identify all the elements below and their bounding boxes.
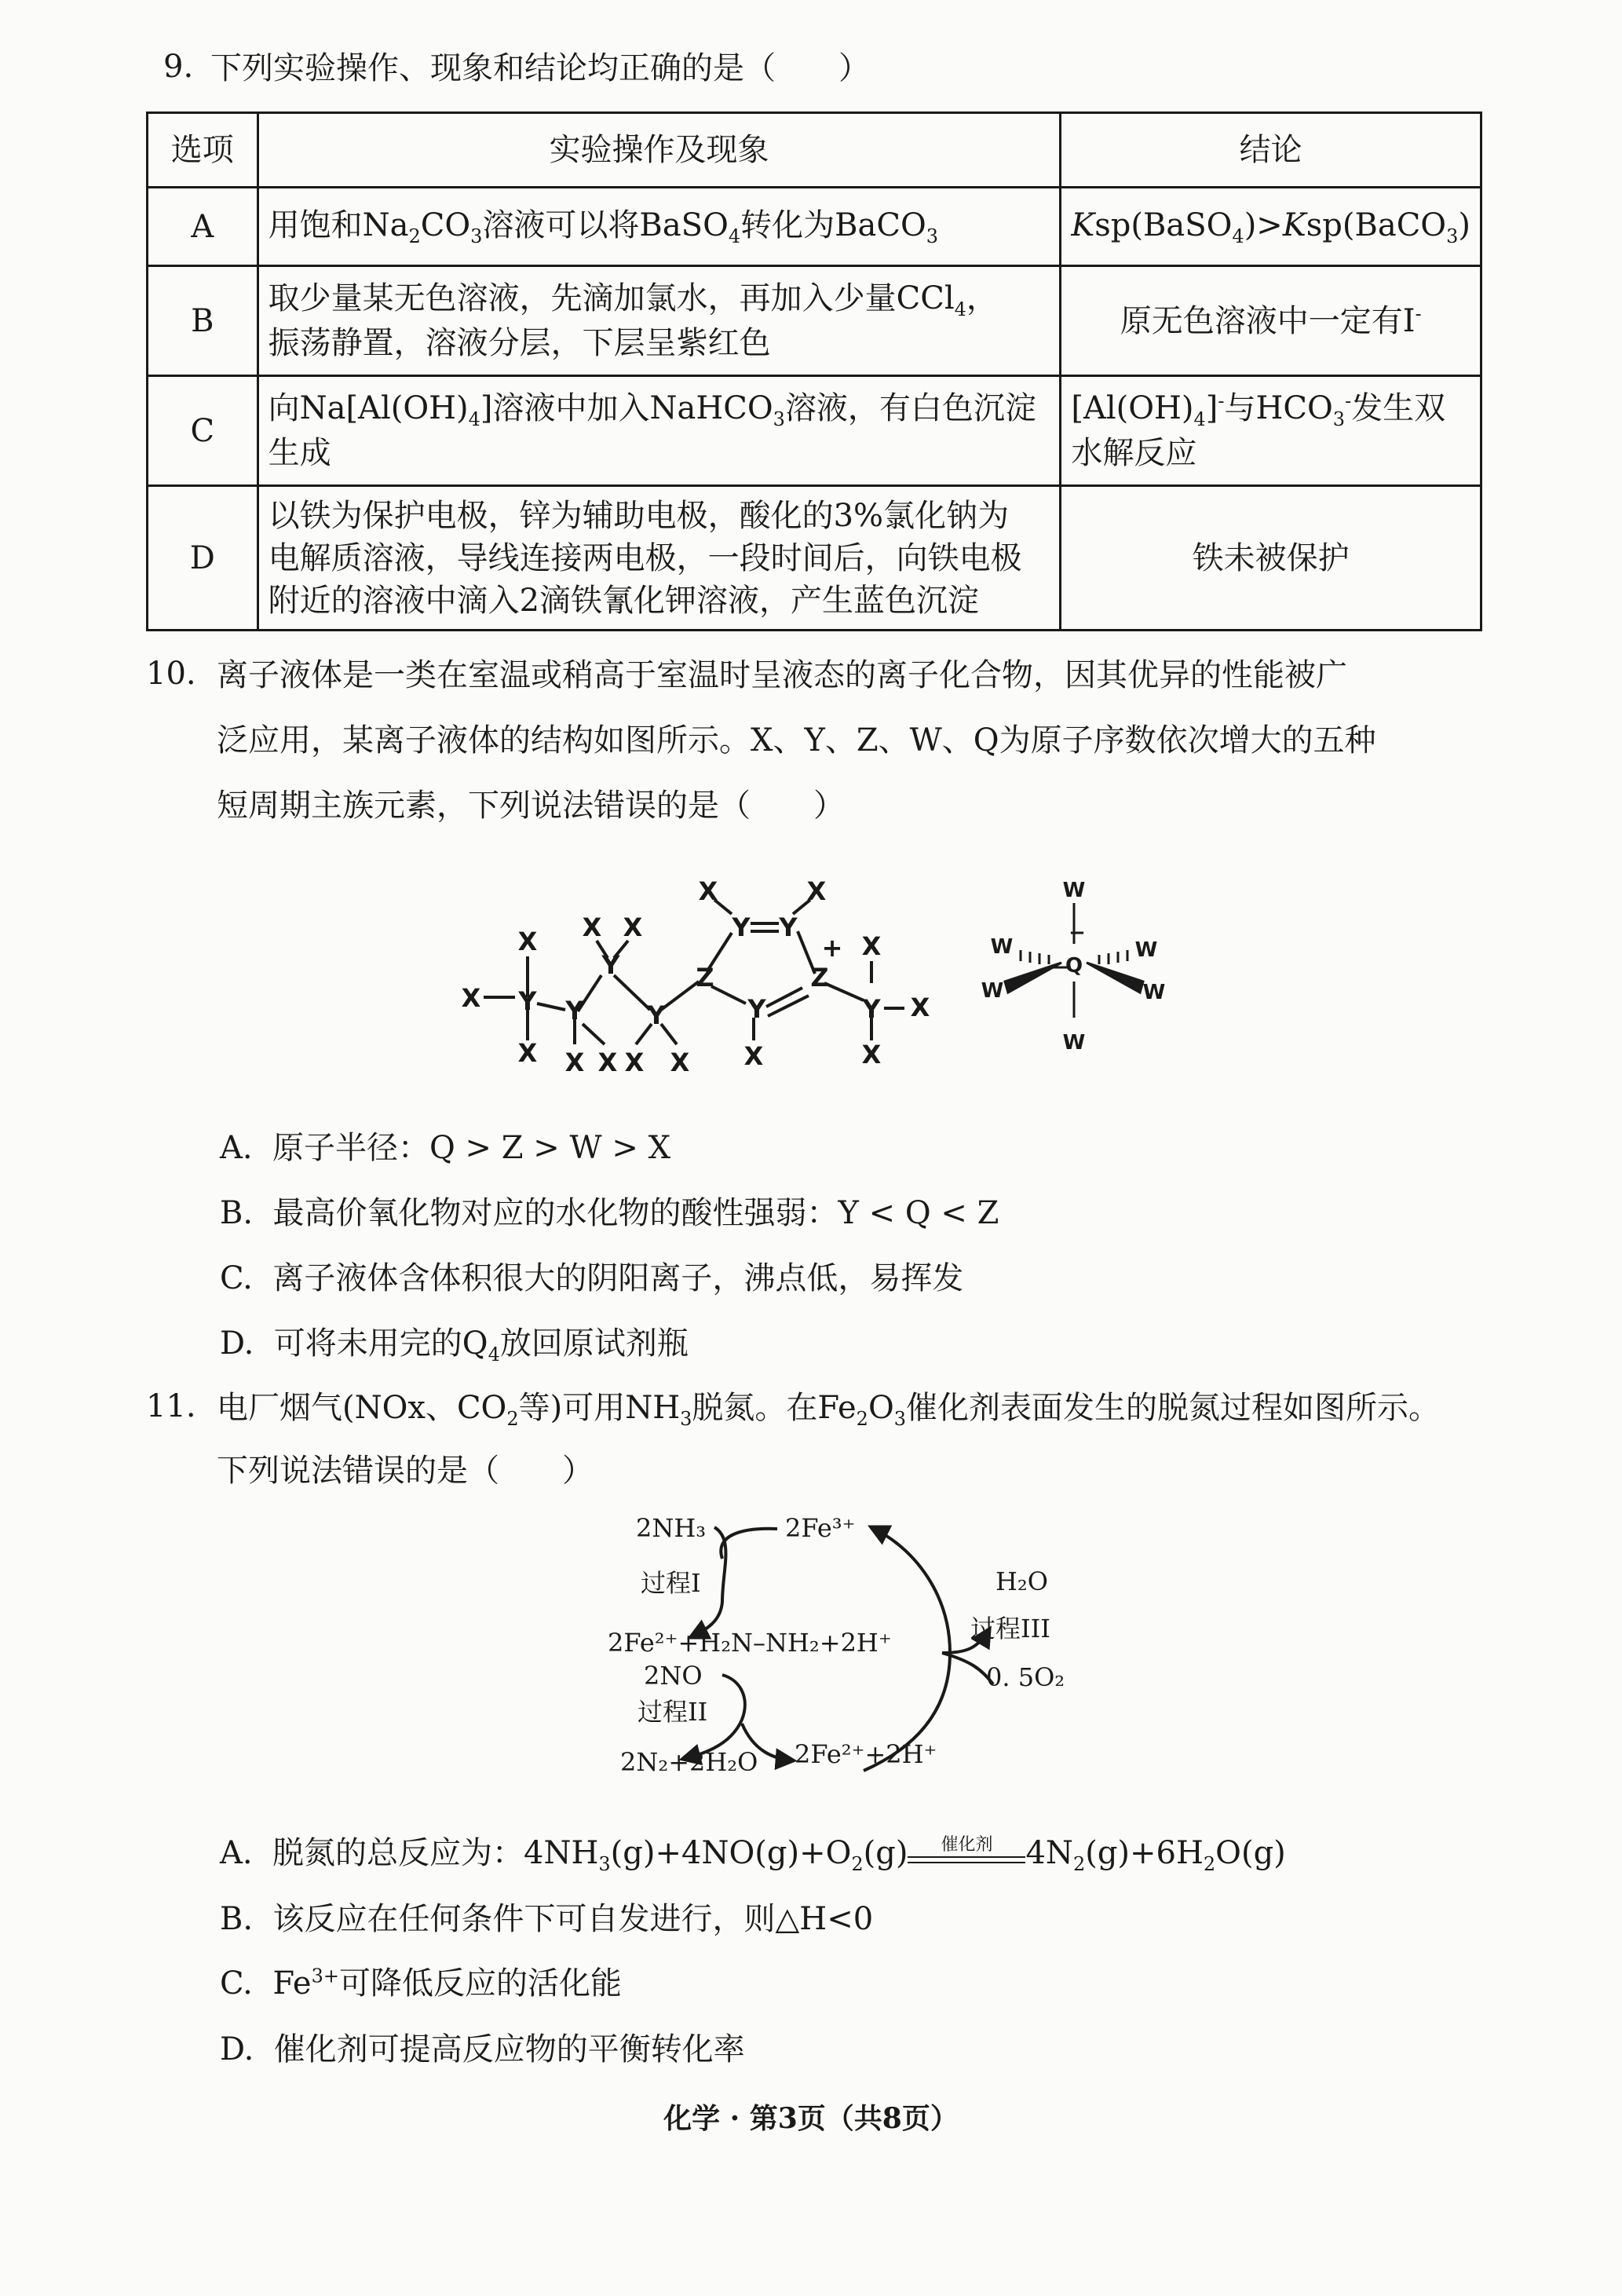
q9-row-a-option: A — [148, 188, 258, 266]
atom-x: X — [910, 993, 930, 1022]
atom-y: Y — [565, 996, 584, 1026]
cycle-process-1: 过程I — [641, 1568, 701, 1598]
atom-y: Y — [862, 994, 881, 1024]
q9-row-b-operation: 取少量某无色溶液，先滴加氯水，再加入少量CCl$_4$， 振荡静置，溶液分层，下层呈紫红色 — [258, 266, 1061, 376]
option-label: C. — [220, 1260, 253, 1296]
atom-x: X — [806, 876, 827, 906]
atom-y: Y — [518, 986, 537, 1016]
option-text: 该反应在任何条件下可自发进行，则△H<0 — [272, 1901, 874, 1937]
atom-z: Z — [810, 963, 829, 993]
anion-charge: − — [1069, 921, 1086, 945]
q10-option-c — [220, 1253, 963, 1298]
option-label: D. — [220, 2031, 254, 2067]
q9-stem: 下列实验操作、现象和结论均正确的是（ ） — [210, 50, 870, 86]
cycle-process-3: 过程III — [970, 1614, 1050, 1643]
q10-stem-line-3: 短周期主族元素，下列说法错误的是（ ） — [217, 788, 845, 824]
atom-q: Q — [1065, 954, 1083, 978]
atom-x: X — [670, 1047, 690, 1077]
q9-number: 9. — [163, 49, 194, 85]
atom-x: X — [861, 1040, 882, 1069]
atom-x: X — [624, 1047, 645, 1077]
table-row — [148, 188, 1481, 266]
atom-x: X — [743, 1041, 764, 1071]
q9-header-operation: 实验操作及现象 — [258, 113, 1061, 188]
atom-w: W — [990, 935, 1014, 959]
atom-y: Y — [647, 1000, 666, 1030]
option-text: 最高价氧化物对应的水化物的酸性强弱：Y < Q < Z — [272, 1195, 999, 1231]
q11-option-c — [220, 1958, 622, 2003]
cation-charge: + — [821, 933, 843, 963]
atom-x: X — [698, 876, 718, 906]
cycle-n2-water: 2N₂+2H₂O — [620, 1747, 758, 1777]
option-text: 催化剂可提高反应物的平衡转化率 — [273, 2031, 745, 2067]
page-footer: 化学 · 第3页（共8页） — [663, 2102, 959, 2135]
cycle-process-2: 过程II — [637, 1697, 708, 1727]
option-label: A. — [220, 1130, 253, 1166]
cycle-nh3: 2NH₃ — [636, 1513, 707, 1543]
option-text: $Fe^{3+}$可降低反应的活化能 — [272, 1965, 622, 2002]
q9-header-conclusion: 结论 — [1061, 113, 1481, 188]
q9-row-a-conclusion: Ksp(BaSO$_4$)>Ksp(BaCO$_3$) — [1061, 188, 1481, 266]
q9-row-c-conclusion: $[Al(OH)_4]^-$与$HCO_3^-$发生双 水解反应 — [1061, 376, 1481, 486]
atom-z: Z — [696, 963, 714, 993]
q11-option-d — [220, 2024, 745, 2069]
atom-y: Y — [747, 994, 766, 1024]
q9-row-c-operation: 向$Na[Al(OH)_4]$溶液中加入NaHCO$_3$溶液，有白色沉淀 生成 — [258, 376, 1061, 486]
atom-x: X — [517, 927, 538, 956]
cycle-fe3: 2Fe³⁺ — [785, 1513, 856, 1543]
atom-x: X — [517, 1038, 538, 1068]
table-row — [148, 376, 1481, 486]
q9-row-d-option: D — [148, 486, 258, 631]
q9-row-b-option: B — [148, 266, 258, 376]
q11-option-b — [220, 1894, 873, 1939]
q10-option-d — [220, 1318, 689, 1366]
atom-x: X — [623, 912, 643, 942]
denitrification-cycle — [597, 1504, 1083, 1794]
cycle-fe2: 2Fe²⁺+2H⁺ — [795, 1739, 937, 1769]
cycle-h2o: H₂O — [995, 1567, 1048, 1596]
atom-y: Y — [601, 950, 620, 980]
atom-x: X — [597, 1047, 618, 1077]
option-label: A. — [220, 1835, 253, 1871]
atom-x: X — [861, 931, 882, 961]
q10-number: 10. — [146, 656, 196, 692]
q9-header-option: 选项 — [148, 113, 258, 188]
cycle-no: 2NO — [644, 1661, 703, 1691]
option-label: B. — [220, 1195, 254, 1231]
atom-w: W — [981, 979, 1004, 1003]
q9-row-b-conclusion: 原无色溶液中一定有I- — [1061, 266, 1481, 376]
option-label: C. — [220, 1965, 253, 2002]
atom-x: X — [564, 1047, 585, 1077]
q9-row-c-option: C — [148, 376, 258, 486]
q10-option-a — [220, 1123, 670, 1168]
table-row — [148, 266, 1481, 376]
q11-stem-line-2: 下列说法错误的是（ ） — [217, 1453, 594, 1489]
option-text: 脱氮的总反应为：$4NH_3(g)+4NO(g)+O_2(g)$ 催化剂 $4N_2(g)+6H_2O(g)$ — [272, 1835, 1286, 1875]
option-label: D. — [220, 1325, 254, 1362]
cycle-intermediate: 2Fe²⁺+H₂N–NH₂+2H⁺ — [608, 1628, 892, 1658]
q10-stem-line-2: 泛应用，某离子液体的结构如图所示。X、Y、Z、W、Q为原子序数依次增大的五种 — [217, 722, 1376, 759]
atom-w: W — [1142, 981, 1166, 1004]
q9-row-a-operation: 用饱和$Na_2CO_3$溶液可以将BaSO$_4$转化为BaCO$_3$ — [258, 188, 1061, 266]
table-row — [148, 486, 1481, 631]
cycle-o2: 0. 5O₂ — [986, 1662, 1065, 1692]
atom-w: W — [1062, 879, 1086, 902]
ionic-liquid-structure — [440, 864, 1193, 1091]
q11-option-a — [220, 1828, 1286, 1875]
q9-table — [146, 112, 1482, 631]
atom-x: X — [461, 983, 481, 1013]
q10-stem-line-1: 离子液体是一类在室温或稍高于室温时呈液态的离子化合物，因其优异的性能被广 — [217, 657, 1347, 693]
q10-option-b — [220, 1188, 999, 1233]
option-text: 离子液体含体积很大的阴阳离子，沸点低，易挥发 — [272, 1260, 964, 1296]
option-text: 可将未用完的$Q_4$放回原试剂瓶 — [273, 1325, 689, 1366]
atom-y: Y — [779, 912, 798, 942]
q9-header-row — [148, 113, 1481, 188]
atom-w: W — [1134, 938, 1158, 962]
q11-number: 11. — [146, 1388, 196, 1424]
atom-y: Y — [732, 912, 751, 942]
atom-x: X — [582, 912, 602, 942]
q11-stem-line-1: 电厂烟气(NOx、$CO_2$等)可用$NH_3$脱氮。在$Fe_2O_3$催化剂表面发生的脱氮过程如图所示。 — [217, 1390, 1441, 1430]
option-text: 原子半径：Q > Z > W > X — [272, 1130, 671, 1166]
q9-row-d-operation: 以铁为保护电极，锌为辅助电极，酸化的3%氯化钠为 电解质溶液，导线连接两电极，一段时间后，向铁电极 附近的溶液中滴入2滴铁氰化钾溶液，产生蓝色沉淀 — [258, 486, 1061, 631]
q9-row-d-conclusion: 铁未被保护 — [1061, 486, 1481, 631]
atom-w: W — [1062, 1031, 1086, 1055]
option-label: B. — [220, 1901, 254, 1937]
